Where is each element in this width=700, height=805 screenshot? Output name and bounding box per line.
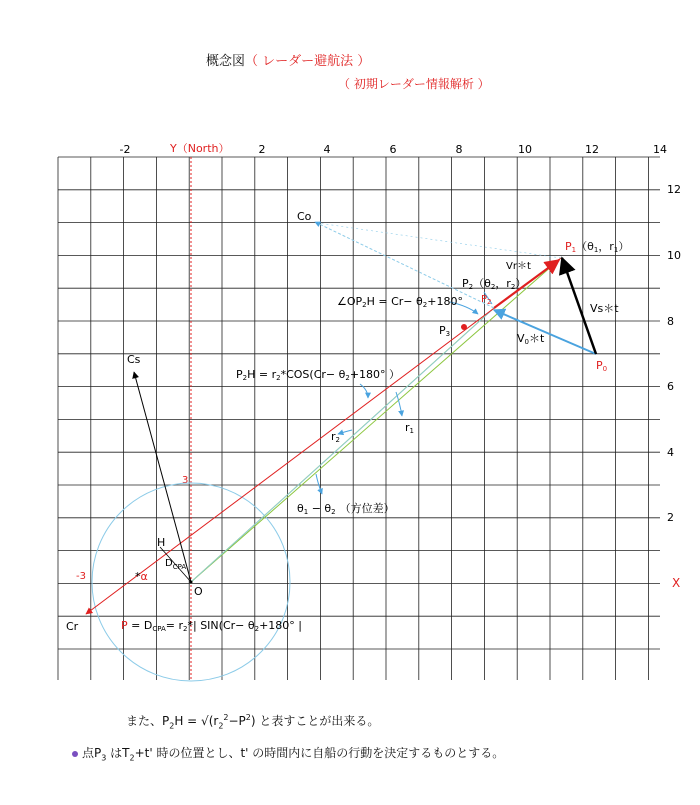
y-tick-label: 12 <box>667 183 681 196</box>
y-axis-label: Y（North） <box>170 142 230 155</box>
origin-label: O <box>194 585 203 598</box>
cs-label: Cs <box>127 353 141 366</box>
y-tick-label: 6 <box>667 380 674 393</box>
p2h-formula: P2H = r2*COS(Cr− θ2+180° ） <box>236 368 401 382</box>
x-tick-label: 14 <box>653 143 667 156</box>
y-tick-label: 2 <box>667 511 674 524</box>
h-label: H <box>157 536 166 549</box>
bullet-icon <box>72 751 78 757</box>
pos3-label: 3 <box>182 475 189 486</box>
x-tick-label: 6 <box>389 143 397 156</box>
dcpa-label: $D_{CPA}$ <box>165 558 187 571</box>
line-o-p2-blue <box>191 310 492 582</box>
x-tick-label: 4 <box>323 143 331 156</box>
x-axis-label: X <box>672 576 681 590</box>
title-text: 概念図 <box>206 54 246 69</box>
r1-label: r1 <box>405 421 414 435</box>
page-subtitle: （ 初期レーダー情報解析 ） <box>338 77 490 91</box>
vs-t-label: Vs＊t <box>590 302 619 315</box>
y-tick-label: 4 <box>667 446 674 459</box>
cr-label: Cr <box>66 620 79 633</box>
r2-label: r2 <box>331 430 340 444</box>
p0-label: P0 <box>596 359 608 373</box>
v0-t-label: V0＊t <box>517 332 545 346</box>
title-method: （ レーダー避航法 ） <box>245 54 371 69</box>
y-tick-label: 8 <box>667 315 674 328</box>
p2-coord-label: P2（θ2，r2） <box>462 277 527 291</box>
x-tick-label: 8 <box>455 143 463 156</box>
x-tick-label: -2 <box>119 143 131 156</box>
origin-point <box>190 581 193 584</box>
note-p2h: また、$P_2H = √(r_2^2-P^2)$ と表すことが出来る。 <box>126 713 380 731</box>
x-tick-label: 10 <box>518 143 532 156</box>
p1-label: P1（θ1，r1） <box>565 240 630 254</box>
p2h-pointer <box>360 384 368 398</box>
x-tick-label: 12 <box>585 143 599 156</box>
alpha-label: *α <box>135 570 148 583</box>
y-tick-labels <box>667 183 681 524</box>
y-tick-label: 10 <box>667 249 681 262</box>
theta-pointer <box>316 474 322 494</box>
p3-point <box>461 324 467 330</box>
x-tick-label: 2 <box>258 143 266 156</box>
note-p3: 点$P_3$ は$T_2+t'$ 時の位置とし、t' の時間内に自船の行動を決定するものとする。 <box>72 744 504 762</box>
theta-diff-label: θ1 − θ2 （方位差） <box>297 502 395 516</box>
p3-label: P3 <box>439 324 451 338</box>
relative-motion-line <box>86 258 561 614</box>
p2-label: $P_2$ <box>481 294 492 306</box>
p-formula: P = DCPA= r2*| SIN(Cr− θ2+180° | <box>121 619 302 633</box>
grid <box>58 157 660 680</box>
neg3-label: -3 <box>76 571 86 582</box>
v0-vector <box>494 310 596 354</box>
angle-formula: ∠OP2H = Cr− θ2+180° <box>337 295 463 309</box>
r2-pointer <box>338 430 352 434</box>
r1-pointer <box>396 392 402 416</box>
co-label: Co <box>297 210 312 223</box>
vr-t-label: Vr＊t <box>506 261 531 272</box>
